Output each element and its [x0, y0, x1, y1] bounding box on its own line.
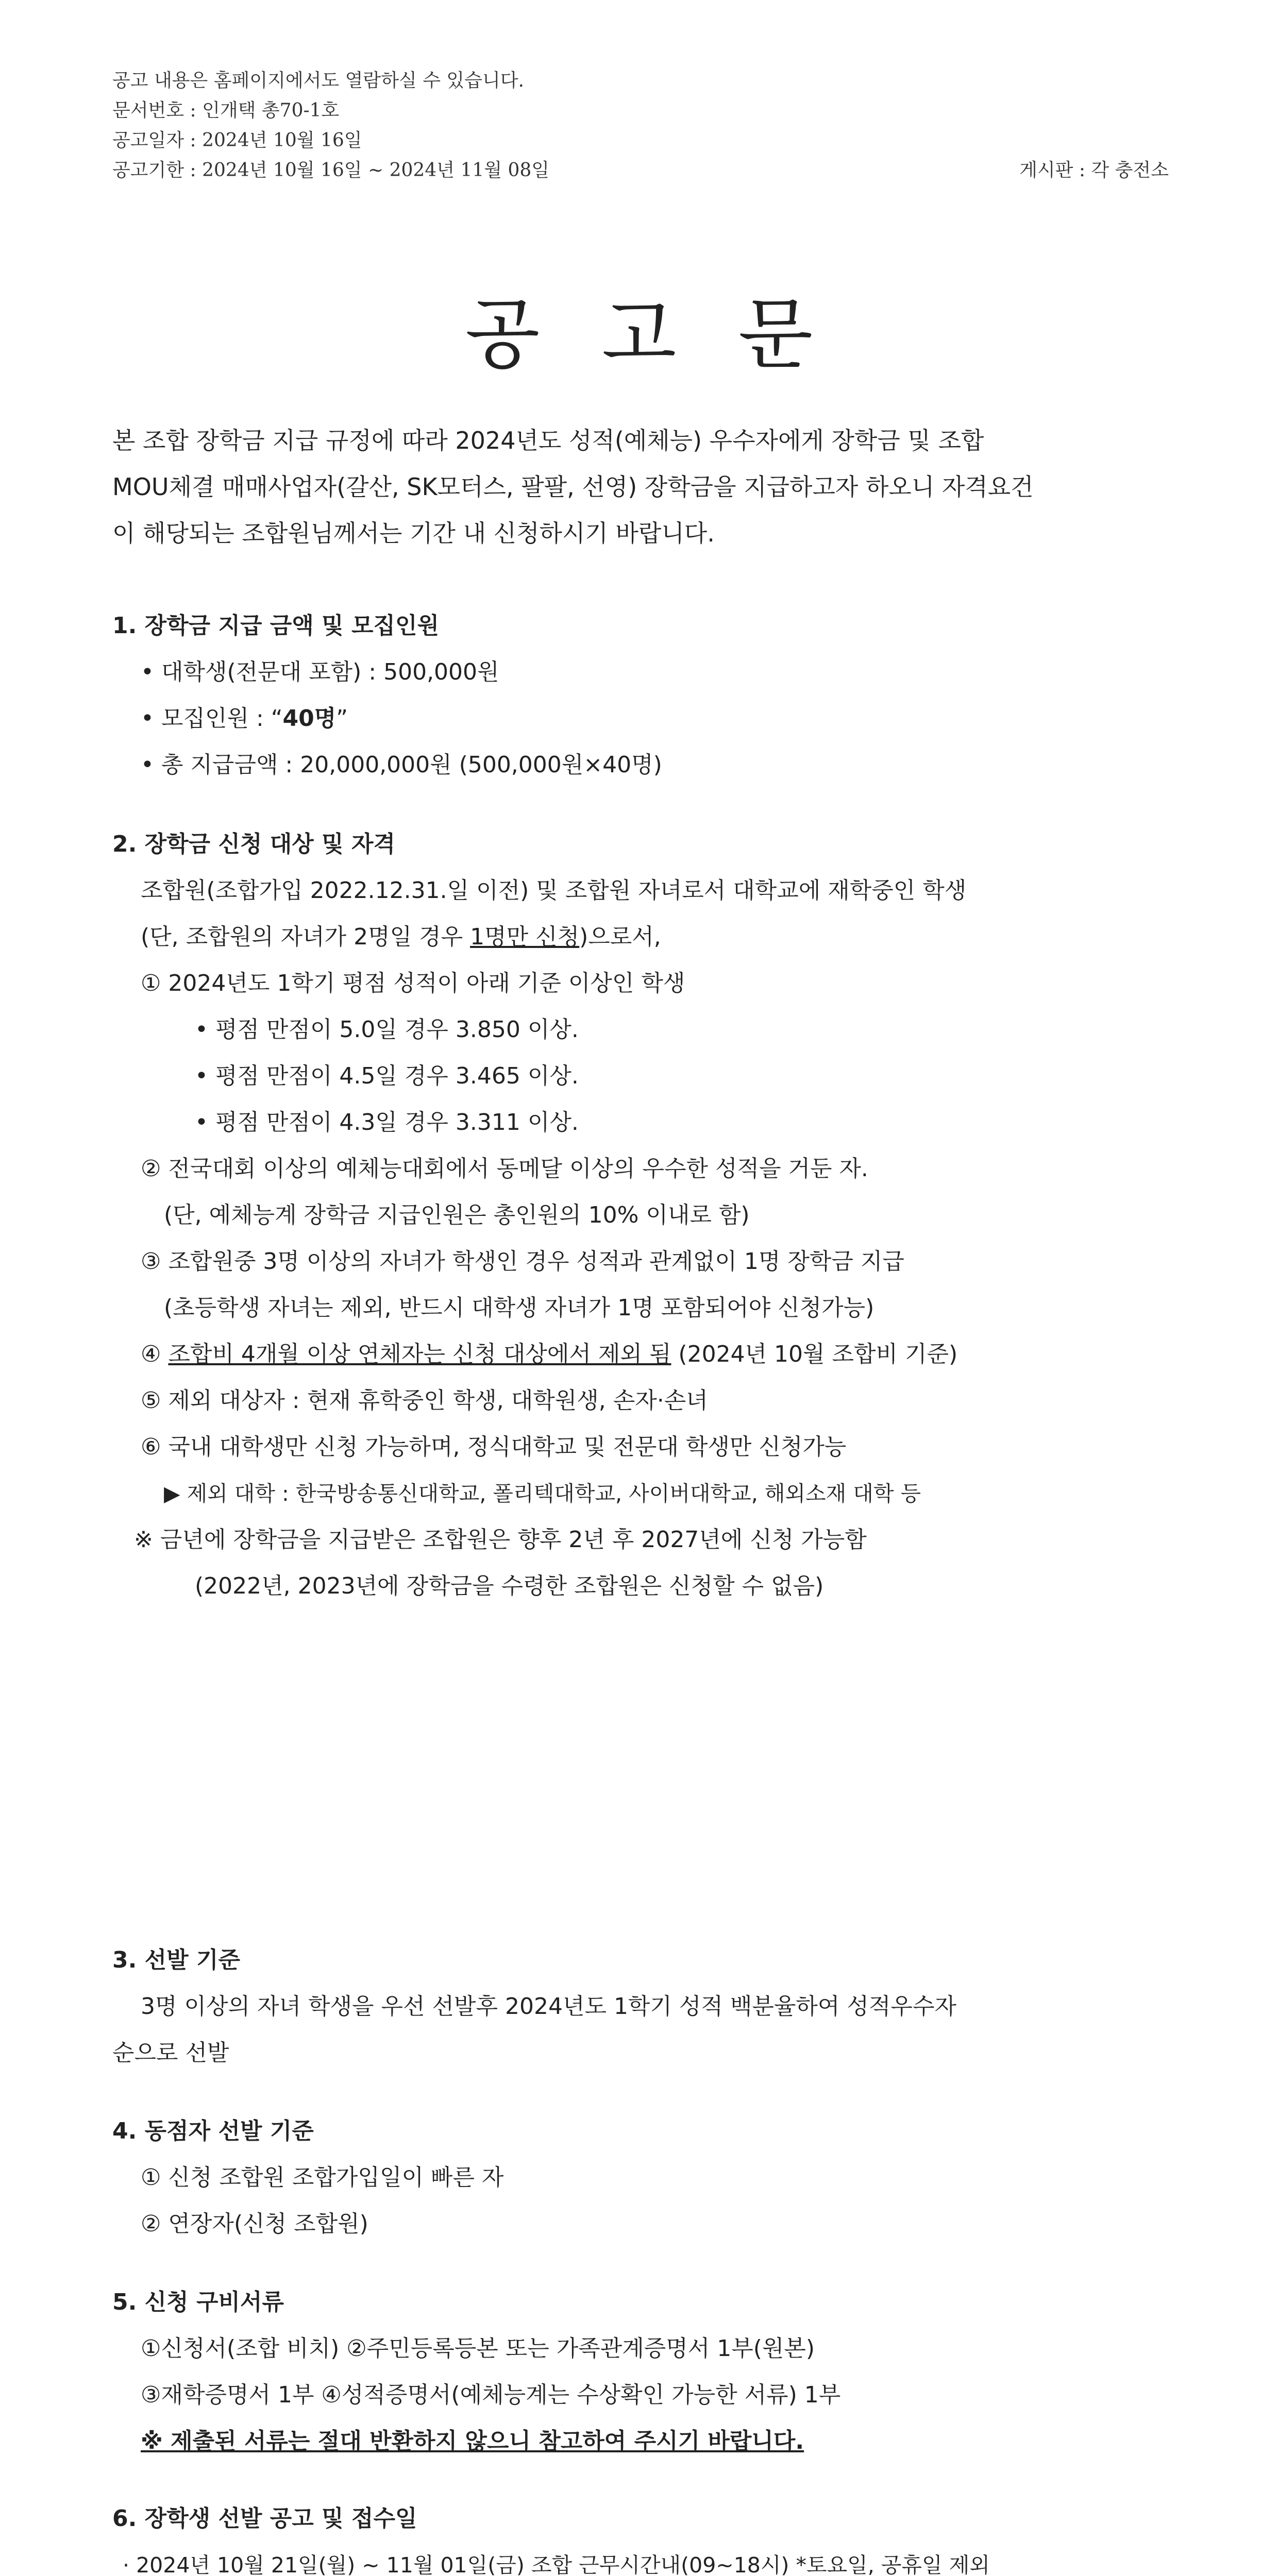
list-item: 순으로 선발: [112, 2040, 229, 2066]
intro-line: 이 해당되는 조합원님께서는 기간 내 신청하시기 바랍니다.: [112, 519, 715, 547]
intro-line: MOU체결 매매사업자(갈산, SK모터스, 팔팔, 선영) 장학금을 지급하고자 하오니 자격요건: [112, 473, 1034, 501]
list-item: ② 연장자(신청 조합원): [141, 2211, 368, 2237]
list-item: • 총 지급금액 : 20,000,000원 (500,000원×40명): [141, 752, 662, 778]
list-item: ③ 조합원중 3명 이상의 자녀가 학생인 경우 성적과 관계없이 1명 장학금 지급: [141, 1248, 904, 1275]
list-item: ⑥ 국내 대학생만 신청 가능하며, 정식대학교 및 전문대 학생만 신청가능: [141, 1434, 847, 1460]
list-item: · 2024년 10월 21일(월) ~ 11월 01일(금) 조합 근무시간내(09~18시) *토요일, 공휴일 제외: [123, 2553, 990, 2576]
section-heading: 4. 동점자 선발 기준: [112, 2118, 314, 2144]
section-heading: 1. 장학금 지급 금액 및 모집인원: [112, 613, 439, 639]
list-item: ※ 금년에 장학금을 지급받은 조합원은 향후 2년 후 2027년에 신청 가능함: [134, 1527, 867, 1553]
list-item: ④ 조합비 4개월 이상 연체자는 신청 대상에서 제외 됨 (2024년 10월 조합비 기준): [141, 1341, 958, 1367]
list-item: (2022년, 2023년에 장학금을 수령한 조합원은 신청할 수 없음): [195, 1573, 824, 1599]
list-item: ⑤ 제외 대상자 : 현재 휴학중인 학생, 대학원생, 손자·손녀: [141, 1387, 708, 1414]
list-item: (초등학생 자녀는 제외, 반드시 대학생 자녀가 1명 포함되어야 신청가능): [164, 1295, 875, 1321]
warning-note: ※ 제출된 서류는 절대 반환하지 않으니 참고하여 주시기 바랍니다.: [141, 2428, 804, 2454]
notice-period: 공고기한 : 2024년 10월 16일 ~ 2024년 11월 08일: [112, 160, 550, 181]
bulletin-board: 게시판 : 각 충전소: [1019, 160, 1169, 181]
list-item: • 대학생(전문대 포함) : 500,000원: [141, 659, 499, 685]
section-heading: 6. 장학생 선발 공고 및 접수일: [112, 2505, 417, 2532]
section-documents: [112, 2279, 1174, 2465]
list-item: (단, 예체능계 장학금 지급인원은 총인원의 10% 이내로 함): [164, 1202, 750, 1228]
list-item: • 평점 만점이 5.0일 경우 3.850 이상.: [195, 1016, 579, 1043]
list-item: ③재학증명서 1부 ④성적증명서(예체능계는 수상확인 가능한 서류) 1부: [141, 2382, 841, 2408]
list-item: • 평점 만점이 4.5일 경우 3.465 이상.: [195, 1063, 579, 1089]
section-heading: 2. 장학금 신청 대상 및 자격: [112, 831, 395, 857]
notice-date: 공고일자 : 2024년 10월 16일: [112, 130, 362, 151]
list-item: ①신청서(조합 비치) ②주민등록등본 또는 가족관계증명서 1부(원본): [141, 2335, 815, 2362]
section-selection: [112, 1937, 1174, 2076]
list-item: 3명 이상의 자녀 학생을 우선 선발후 2024년도 1학기 성적 백분율하여 성적우수자: [141, 1993, 956, 2020]
list-item: • 평점 만점이 4.3일 경우 3.311 이상.: [195, 1109, 579, 1136]
section-tiebreak: [112, 2108, 1174, 2247]
section-heading: 3. 선발 기준: [112, 1947, 240, 1973]
list-item: ② 전국대회 이상의 예체능대회에서 동메달 이상의 우수한 성적을 거둔 자.: [141, 1156, 868, 1182]
list-item: • 모집인원 : “40명”: [141, 705, 348, 732]
list-item: (단, 조합원의 자녀가 2명일 경우 1명만 신청)으로서,: [141, 924, 661, 950]
document-number: 문서번호 : 인개택 총70-1호: [112, 100, 340, 121]
section-eligibility: [112, 821, 1174, 1609]
intro-line: 본 조합 장학금 지급 규정에 따라 2024년도 성적(예체능) 우수자에게 장학금 및 조합: [112, 427, 984, 454]
document-header: [112, 66, 1169, 185]
intro-paragraph: [112, 417, 1169, 556]
section-heading: 5. 신청 구비서류: [112, 2289, 284, 2315]
list-item: ① 2024년도 1학기 평점 성적이 아래 기준 이상인 학생: [141, 970, 685, 996]
page-title: 공고문: [465, 290, 875, 380]
section-schedule: [112, 2496, 1174, 2576]
section-amount: [112, 603, 1174, 788]
list-item: ▶ 제외 대학 : 한국방송통신대학교, 폴리텍대학교, 사이버대학교, 해외소재 대학 등: [164, 1481, 921, 1506]
list-item: ① 신청 조합원 조합가입일이 빠른 자: [141, 2164, 504, 2191]
homepage-notice-line: 공고 내용은 홈페이지에서도 열람하실 수 있습니다.: [112, 70, 524, 91]
list-item: 조합원(조합가입 2022.12.31.일 이전) 및 조합원 자녀로서 대학교에 재학중인 학생: [141, 877, 967, 904]
